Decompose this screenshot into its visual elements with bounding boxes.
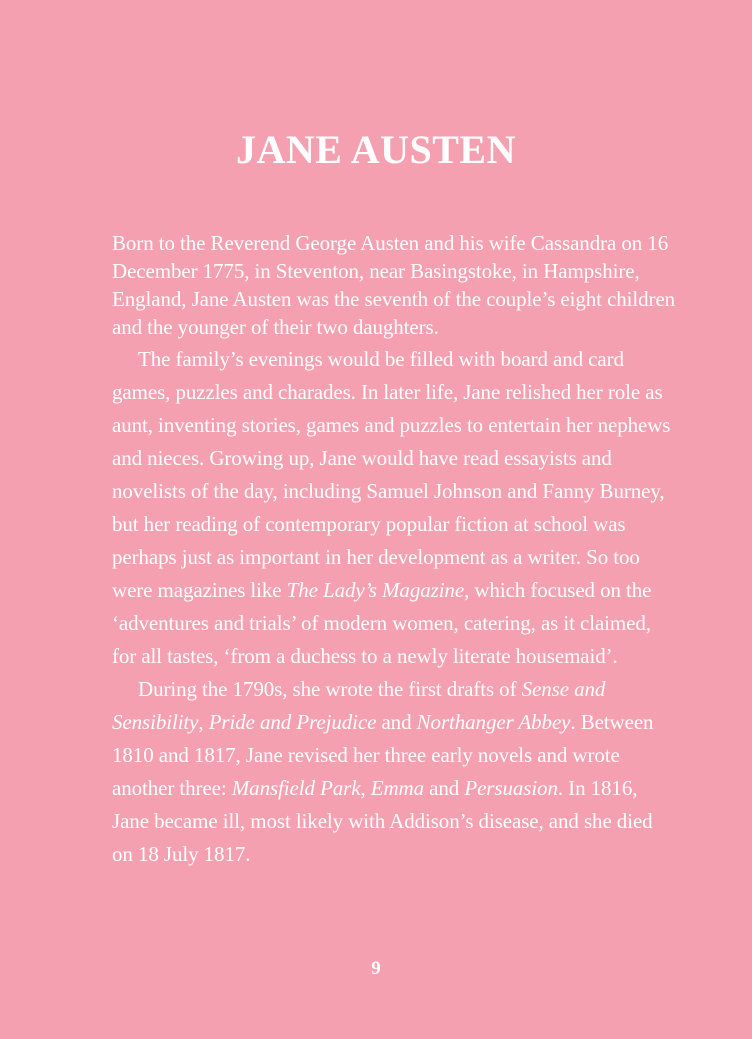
paragraph-text: . In 1816, Jane became ill, most likely with Addison’s disease, and she died on 18 July 1817. bbox=[112, 776, 653, 866]
paragraph-text: and bbox=[424, 776, 465, 800]
paragraph-text: , which focused on the ‘adventures and trials’ of modern women, catering, as it claimed, for all tastes, ‘from a duchess to a newly literate housemaid’. bbox=[112, 578, 652, 668]
italic-title-text: Pride and Prejudice bbox=[208, 710, 377, 734]
italic-title-text: Northanger Abbey bbox=[416, 710, 571, 734]
paragraph-3 bbox=[112, 673, 677, 871]
paragraph-text: During the 1790s, she wrote the first drafts of bbox=[138, 677, 522, 701]
paragraph-1 bbox=[112, 229, 677, 341]
italic-title-text: Emma bbox=[370, 776, 425, 800]
italic-title-text: Sense and Sensibility bbox=[112, 677, 606, 734]
paragraph-2 bbox=[112, 343, 677, 673]
paragraph-text: . Between 1810 and 1817, Jane revised her three early novels and wrote another three: bbox=[112, 710, 654, 800]
paragraph-text: , bbox=[360, 776, 371, 800]
paragraph-text: , bbox=[198, 710, 209, 734]
paragraph-text: The family’s evenings would be filled with board and card games, puzzles and charades. In later life, Jane relished her role as aunt, inventing stories, games and puzzles to entertain her nephews and nieces. Growing up, Jane would have read essayists and novelists of the day, including Samuel Johnson and Fanny Burney, but her reading of contemporary popular fiction at school was perhaps just as important in her development as a writer. So too were magazines like bbox=[112, 347, 671, 602]
body-text bbox=[112, 229, 677, 871]
paragraph-text: and bbox=[376, 710, 417, 734]
paragraph-text: Born to the Reverend George Austen and his wife Cassandra on 16 December 1775, in Steventon, near Basingstoke, in Hampshire, England, Jane Austen was the seventh of the couple’s eight children and the younger of their two daughters. bbox=[112, 231, 676, 339]
chapter-title: JANE AUSTEN bbox=[235, 127, 516, 172]
italic-title-text: Persuasion bbox=[464, 776, 558, 800]
italic-title-text: Mansfield Park bbox=[231, 776, 361, 800]
page-number: 9 bbox=[371, 958, 381, 979]
italic-title-text: The Lady’s Magazine bbox=[286, 578, 465, 602]
